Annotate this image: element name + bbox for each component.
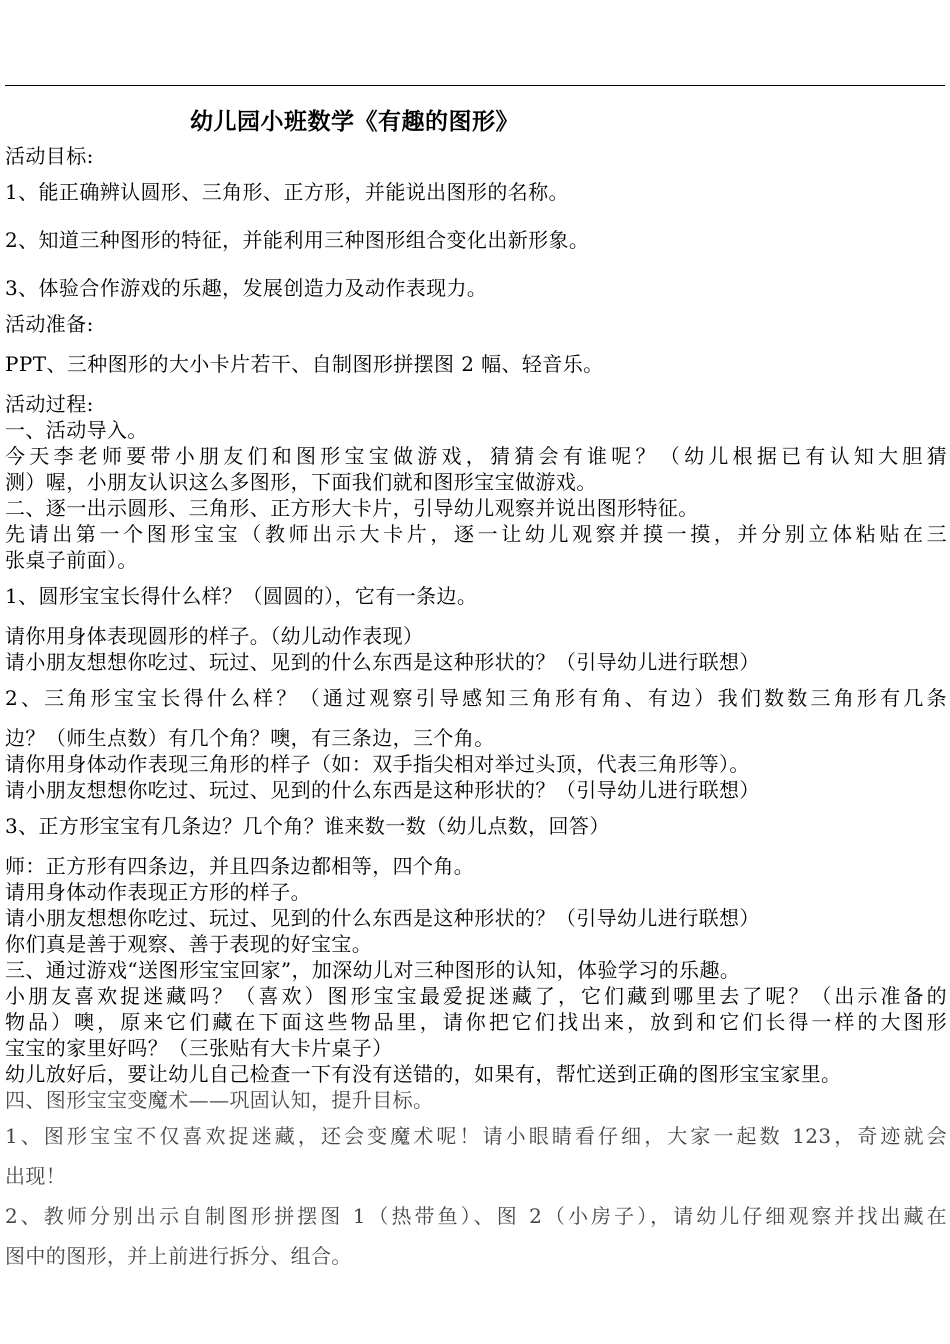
paragraph-line: 请你用身体动作表现三角形的样子（如：双手指尖相对举过头顶，代表三角形等）。 [5, 752, 750, 776]
paragraph-line: 请小朋友想想你吃过、玩过、见到的什么东西是这种形状的？（引导幼儿进行联想） [5, 906, 760, 930]
header-rule [5, 85, 945, 86]
heading-process: 活动过程: [5, 392, 94, 416]
circle-question: 1、圆形宝宝长得什么样？（圆圆的），它有一条边。 [5, 584, 478, 608]
paragraph-line: 先请出第一个图形宝宝（教师出示大卡片，逐一让幼儿观察并摸一摸，并分别立体粘贴在三 [5, 522, 947, 546]
paragraph-line: 张桌子前面）。 [5, 548, 138, 572]
paragraph-line: 出现！ [5, 1164, 67, 1188]
step-4-heading: 四、图形宝宝变魔术——巩固认知，提升目标。 [5, 1088, 434, 1112]
paragraph-line: 请你用身体表现圆形的样子。（幼儿动作表现） [5, 624, 424, 648]
goal-3: 3、体验合作游戏的乐趣，发展创造力及动作表现力。 [5, 276, 488, 300]
paragraph-line: 边？（师生点数）有几个角？噢，有三条边，三个角。 [5, 726, 495, 750]
magic-item-1: 1、图形宝宝不仅喜欢捉迷藏，还会变魔术呢！请小眼睛看仔细，大家一起数 123，奇迹就会 [5, 1124, 947, 1148]
paragraph-line: 师：正方形有四条边，并且四条边都相等，四个角。 [5, 854, 475, 878]
magic-item-2: 2、教师分别出示自制图形拼摆图 1（热带鱼）、图 2（小房子），请幼儿仔细观察并找出藏在 [5, 1204, 947, 1228]
square-question: 3、正方形宝宝有几条边？几个角？谁来数一数（幼儿点数，回答） [5, 814, 610, 838]
step-3-heading: 三、通过游戏“送图形宝宝回家”，加深幼儿对三种图形的认知，体验学习的乐趣。 [5, 958, 741, 982]
prep-text: PPT、三种图形的大小卡片若干、自制图形拼摆图 2 幅、轻音乐。 [5, 352, 604, 376]
paragraph-line: 图中的图形，并上前进行拆分、组合。 [5, 1244, 352, 1268]
step-2-heading: 二、逐一出示圆形、三角形、正方形大卡片，引导幼儿观察并说出图形特征。 [5, 496, 699, 520]
paragraph-line: 你们真是善于观察、善于表现的好宝宝。 [5, 932, 373, 956]
triangle-question: 2、三角形宝宝长得什么样？（通过观察引导感知三角形有角、有边）我们数数三角形有几条 [5, 686, 947, 710]
step-1-heading: 一、活动导入。 [5, 418, 148, 442]
paragraph-line: 幼儿放好后，要让幼儿自己检查一下有没有送错的，如果有，帮忙送到正确的图形宝宝家里。 [5, 1062, 842, 1086]
document-title: 幼儿园小班数学《有趣的图形》 [190, 108, 519, 135]
paragraph-line: 请小朋友想想你吃过、玩过、见到的什么东西是这种形状的？（引导幼儿进行联想） [5, 650, 760, 674]
goal-1: 1、能正确辨认圆形、三角形、正方形，并能说出图形的名称。 [5, 180, 569, 204]
paragraph-line: 物品）噢，原来它们藏在下面这些物品里，请你把它们找出来，放到和它们长得一样的大图形 [5, 1010, 947, 1034]
document-body [5, 143, 947, 1269]
paragraph-line: 小朋友喜欢捉迷藏吗？（喜欢）图形宝宝最爱捉迷藏了，它们藏到哪里去了呢？（出示准备的 [5, 984, 947, 1008]
heading-goals: 活动目标: [5, 144, 94, 168]
paragraph-line: 请用身体动作表现正方形的样子。 [5, 880, 311, 904]
paragraph-line: 今天李老师要带小朋友们和图形宝宝做游戏，猜猜会有谁呢？（幼儿根据已有认知大胆猜 [5, 444, 947, 468]
paragraph-line: 请小朋友想想你吃过、玩过、见到的什么东西是这种形状的？（引导幼儿进行联想） [5, 778, 760, 802]
heading-prep: 活动准备: [5, 312, 94, 336]
goal-2: 2、知道三种图形的特征，并能利用三种图形组合变化出新形象。 [5, 228, 590, 252]
paragraph-line: 测）喔，小朋友认识这么多图形，下面我们就和图形宝宝做游戏。 [5, 470, 597, 494]
paragraph-line: 宝宝的家里好吗？（三张贴有大卡片桌子） [5, 1036, 393, 1060]
